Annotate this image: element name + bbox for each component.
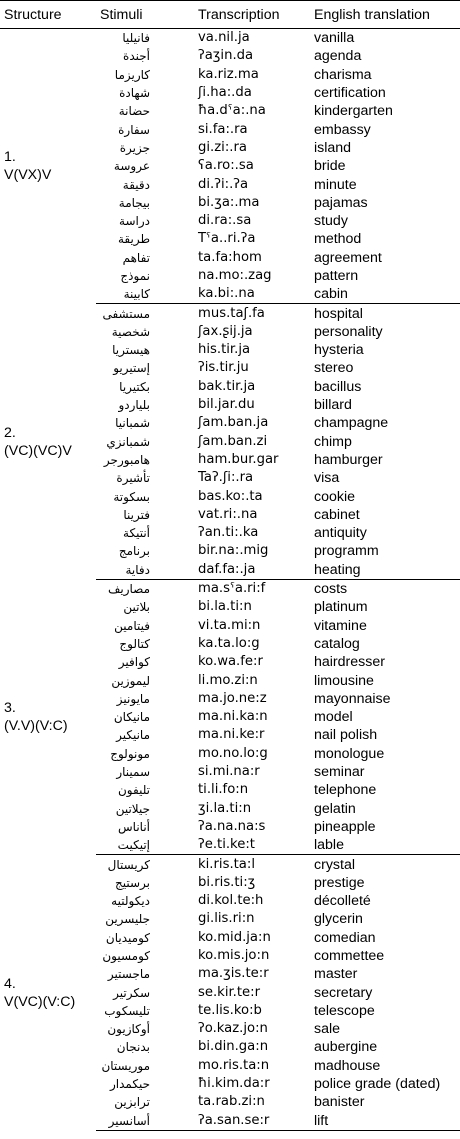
transcription-cell: vat.ri:.na [198,506,258,522]
transcription-cell: ham.bur.gar [198,451,279,467]
transcription-cell: ʃam.ban.zi [198,433,268,449]
transcription-cell: si.fa:.ra [198,121,248,137]
stimulus-cell: أجندة [123,49,150,64]
stimulus-cell: بسكوتة [113,489,150,504]
translation-cell: crystal [314,856,355,873]
stimulus-cell: برستيج [114,875,150,890]
transcription-cell: ʒi.la.ti:n [198,800,252,816]
transcription-cell: daf.fa:.ja [194,561,310,580]
stimulus-cell: هامبورجر [103,452,150,467]
transcription-cell: ʕa.ro:.sa [198,158,254,174]
translation-cell: agreement [314,249,382,266]
transcription-cell: bi.ris.ti:ʒ [198,874,256,890]
transcription-cell: mo.no.lo:g [198,745,268,761]
transcription-cell: ma.ni.ke:r [198,727,265,743]
transcription-cell: bir.na:.mig [198,543,269,559]
structure-label-line: 1. [4,149,16,166]
structure-label-line: 3. [4,700,16,717]
stimulus-cell: حيكمدار [109,1077,150,1092]
structure-label [0,304,96,579]
translation-cell: bride [314,158,346,175]
stimulus-cell: مصاريف [107,582,150,597]
translation-cell: billard [314,397,352,414]
stimulus-cell: فيتامين [114,618,150,633]
transcription-cell: ma.ni.ka:n [198,709,268,725]
translation-cell: charisma [314,66,372,83]
translation-cell: décolleté [314,893,371,910]
structure-label [0,29,96,304]
transcription-cell: ʔa.san.se:r [194,1112,310,1131]
stimulus-cell: دفاية [96,561,194,580]
stimulus-cell: مستشفى [102,306,150,321]
transcription-cell: ʔe.ti.ke:t [194,836,310,855]
stimulus-cell: موريستان [101,1058,150,1073]
translation-cell: personality [314,323,383,340]
translation-cell: aubergine [314,1039,378,1056]
stimulus-cell: شخصية [111,324,150,339]
translation-cell: minute [314,176,357,193]
translation-cell: heating [310,561,460,580]
table-row [0,304,460,323]
translation-cell: bacillus [314,378,362,395]
stimulus-cell: كتالوج [119,636,150,651]
stimulus-cell: شهادة [119,86,150,101]
transcription-cell: ʔis.tir.ju [198,360,249,376]
structure-label-line: 4. [4,975,16,992]
stimulus-cell: سفارة [118,122,150,137]
stimulus-cell: مايونيز [116,691,150,706]
translation-cell: platinum [314,599,368,616]
stimulus-cell: أنتيكة [123,526,150,541]
transcription-cell: vi.ta.mi:n [198,617,261,633]
structure-label [0,855,96,1130]
transcription-cell: ʃam.ban.ja [198,415,269,431]
stimulus-cell: إتيكيت [96,836,194,855]
translation-cell: hysteria [314,342,364,359]
translation-cell: visa [314,470,340,487]
stimulus-cell: مونولوج [110,746,150,761]
translation-cell: mayonnaise [314,690,391,707]
table-row [0,579,460,598]
transcription-cell: ki.ris.ta:l [198,856,255,872]
stimulus-cell: طريقة [117,232,150,247]
translation-cell: lable [310,836,460,855]
transcription-cell: ka.bi:.na [194,285,310,304]
stimulus-cell: عروسة [113,159,150,174]
translation-cell: stereo [314,360,354,377]
stimulus-cell: كاريزما [114,67,150,82]
transcription-cell: ko.wa.fe:r [198,654,263,670]
transcription-cell: ka.riz.ma [198,66,259,82]
stimulus-cell: بيجامة [118,195,150,210]
transcription-cell: ħa.dˤa:.na [198,103,266,119]
translation-cell: comedian [314,929,376,946]
stimulus-cell: كوافير [118,655,150,670]
transcription-cell: bi.din.ga:n [198,1039,269,1055]
transcription-cell: mus.taʃ.fa [198,305,265,321]
structure-label [0,579,96,854]
translation-cell: prestige [314,874,365,891]
transcription-cell: ʔaʒin.da [198,48,254,64]
stimulus-cell: سكرتير [113,985,150,1000]
translation-cell: pattern [314,268,359,284]
translation-cell: gelatin [314,800,356,817]
transcription-cell: his.tir.ja [198,342,251,358]
translation-cell: embassy [314,121,371,138]
stimulus-cell: أناناس [118,819,150,834]
stimulus-cell: كوميديان [105,930,150,945]
transcription-cell: gi.lis.ri:n [198,911,255,927]
translation-cell: certification [314,85,386,102]
translation-cell: secretary [314,984,373,1001]
header-transcription: Transcription [194,1,310,29]
translation-cell: sale [314,1021,341,1038]
translation-cell: kindergarten [314,103,393,120]
transcription-cell: si.mi.na:r [198,764,260,780]
transcription-cell: Taʔ.ʃi:.ra [198,470,254,486]
structure-label-line: (VC)(VC)V [4,442,72,459]
stimulus-cell: هيستريا [112,343,150,358]
transcription-cell: va.nil.ja [198,30,250,46]
translation-cell: chimp [314,433,352,450]
translation-cell: hairdresser [314,654,385,671]
translation-cell: monologue [314,745,385,762]
stimulus-cell: بلاتين [123,600,150,615]
table-body [0,29,460,1131]
transcription-cell: bak.tir.ja [198,378,256,394]
stimulus-cell: دراسة [119,214,150,229]
transcription-cell: di.kol.te:h [198,893,264,909]
stimulus-cell: بكتيريا [119,379,150,394]
transcription-cell: ko.mid.ja:n [198,929,271,945]
stimulus-cell: نموذج [120,269,150,283]
translation-cell: champagne [314,415,389,432]
translation-cell: banister [314,1094,365,1111]
header-english-translation: English translation [310,1,460,29]
stimulus-cell: كومسيون [102,948,150,963]
transcription-cell: bil.jar.du [198,397,255,413]
translation-cell: programm [314,543,379,560]
transcription-cell: ʃax.ʂij.ja [198,323,253,339]
translation-cell: method [314,231,362,248]
stimulus-cell: تليسكوب [104,1003,150,1018]
stimulus-cell: أسانسير [96,1112,194,1131]
transcription-cell: ti.li.fo:n [198,782,249,798]
structure-label-line: V(VX)V [4,167,52,184]
stimulus-cell: دقيقة [122,177,150,192]
stimulus-cell: كابينة [96,285,194,304]
stimulus-cell: ماجستير [107,967,150,982]
stimulus-cell: مانيكان [113,710,150,725]
translation-cell: pineapple [314,818,376,835]
transcription-cell: li.mo.zi:n [198,672,258,688]
transcription-cell: ʃi.ha:.da [198,85,252,101]
table-row [0,29,460,48]
stimulus-cell: ديكولتيه [111,894,150,909]
table-header [0,1,460,29]
structure-label-line: V(VC)(V:C) [4,993,76,1010]
translation-cell: costs [314,581,348,598]
translation-cell: island [314,139,352,156]
stimulus-cell: إستيريو [113,361,150,376]
header-row [0,1,460,29]
stimulus-cell: شمبانيا [115,416,150,431]
stimulus-cell: بلياردو [118,398,150,413]
transcription-cell: ta.fa:hom [198,249,262,265]
stimulus-cell: شمبانزي [106,434,150,449]
transcription-cell: ʔa.na.na:s [198,818,266,834]
transcription-cell: mo.ris.ta:n [198,1057,270,1073]
stimulus-cell: مانيكير [116,728,150,743]
transcription-cell: bas.ko:.ta [198,488,263,504]
header-structure: Structure [0,1,96,29]
stimulus-cell: جليسرين [105,912,150,927]
stimulus-cell: تأشيرة [116,471,150,486]
transcription-cell: bi.ʒa:.ma [198,194,260,210]
translation-cell: model [314,709,353,726]
translation-cell: cookie [314,488,356,505]
transcription-cell: ta.rab.zi:n [198,1094,265,1110]
translation-cell: glycerin [314,911,363,928]
transcription-cell: ma.ʒis.te:r [198,966,269,982]
transcription-cell: ko.mis.jo:n [198,947,270,963]
transcription-cell: te.lis.ko:b [198,1002,262,1018]
translation-cell: limousine [314,672,374,689]
table-row [0,855,460,874]
transcription-cell: ʔo.kaz.jo:n [198,1021,268,1037]
transcription-cell: na.mo:.zag [198,268,272,283]
translation-cell: antiquity [314,525,367,542]
translation-cell: lift [310,1112,460,1131]
stimulus-cell: جيلاتين [115,801,150,816]
translation-cell: agenda [314,48,362,65]
translation-cell: cabinet [314,506,360,523]
structure-label-line: 2. [4,424,16,441]
transcription-cell: se.kir.te:r [198,984,261,1000]
stimulus-cell: ترابزين [114,1095,150,1110]
translation-cell: pajamas [314,194,368,211]
translation-cell: police grade (dated) [314,1076,441,1093]
translation-cell: vanilla [314,30,355,47]
transcription-cell: di.ʔi:.ʔa [198,176,249,192]
stimulus-cell: بدنجان [116,1040,150,1055]
stimulus-cell: جزيرة [119,140,150,155]
translation-cell: study [314,213,348,230]
transcription-cell: bi.la.ti:n [198,599,252,615]
transcription-cell: ma.sˤa.ri:f [198,581,266,597]
header-stimuli: Stimuli [96,1,194,29]
translation-cell: catalog [314,635,360,652]
stimulus-cell: سمينار [116,765,150,780]
transcription-cell: Tˤa..ri.ʔa [198,231,256,247]
translation-cell: vitamine [314,617,367,634]
stimulus-cell: أوكازيون [107,1022,150,1037]
translation-cell: madhouse [314,1057,381,1074]
translation-cell: hamburger [314,451,383,468]
structure-label-line: (V.V)(V:C) [4,718,68,735]
transcription-cell: ʔan.ti:.ka [198,525,259,541]
transcription-cell: ma.jo.ne:z [198,690,267,706]
translation-cell: telescope [314,1002,375,1019]
transcription-cell: ħi.kim.da:r [198,1076,270,1092]
translation-cell: seminar [314,764,365,781]
translation-cell: hospital [314,305,363,322]
stimulus-cell: فانيليا [122,31,150,46]
transcription-cell: gi.zi:.ra [198,139,247,155]
stimulus-cell: حضانة [118,104,150,119]
stimulus-cell: تفاهم [122,250,150,265]
stimulus-cell: برنامج [118,544,150,559]
translation-cell: nail polish [314,727,378,744]
stimulus-cell: فترينا [123,507,150,522]
stimulus-cell: ليموزين [111,673,150,688]
translation-cell: commettee [314,947,385,964]
stimulus-cell: كريستال [107,857,150,872]
translation-cell: telephone [314,782,377,799]
transcription-cell: ka.ta.lo:g [198,635,260,651]
transcription-cell: di.ra:.sa [198,213,252,229]
stimulus-cell: تليفون [117,783,150,798]
translation-cell: cabin [310,285,460,304]
translation-cell: master [314,966,358,983]
